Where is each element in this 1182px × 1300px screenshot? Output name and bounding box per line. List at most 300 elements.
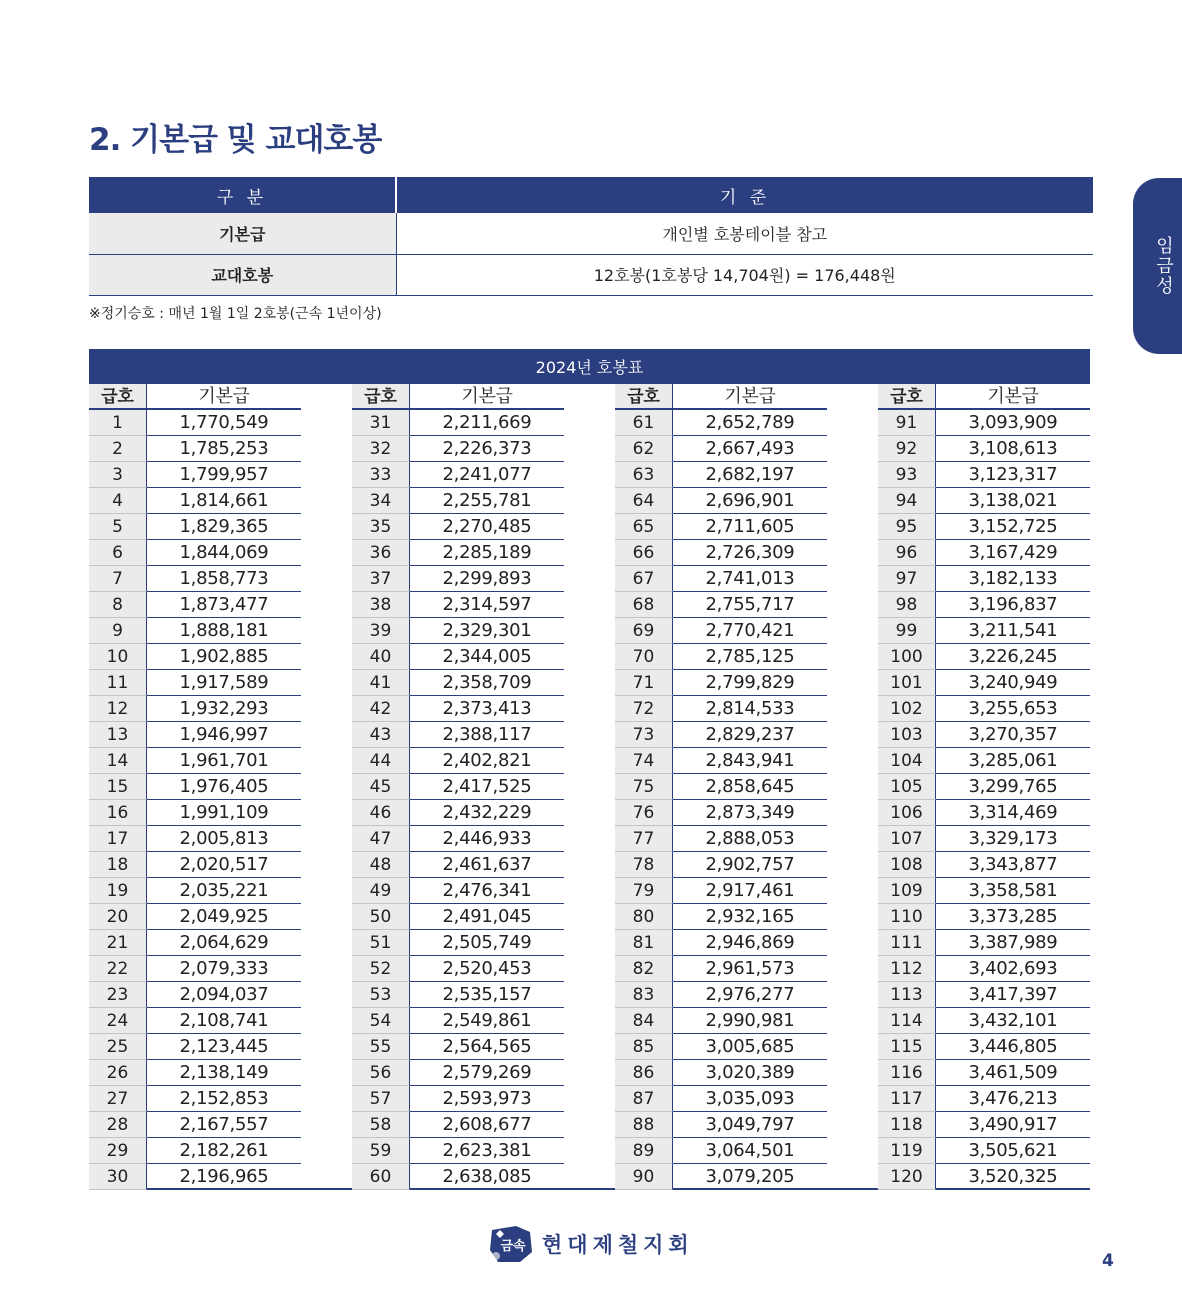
criteria-row-base-pay — [89, 213, 1093, 254]
step-cell: 86 — [615, 1060, 673, 1086]
step-cell: 77 — [615, 826, 673, 852]
step-cell: 87 — [615, 1086, 673, 1112]
pay-cell: 2,873,349 — [673, 800, 827, 826]
criteria-label: 기본급 — [89, 213, 396, 254]
table-row — [352, 540, 564, 566]
step-cell: 53 — [352, 982, 410, 1008]
table-row — [89, 618, 301, 644]
step-cell: 37 — [352, 566, 410, 592]
table-row — [352, 566, 564, 592]
step-cell: 33 — [352, 462, 410, 488]
pay-cell: 2,608,677 — [410, 1112, 564, 1138]
pay-cell: 3,035,093 — [673, 1086, 827, 1112]
step-cell: 6 — [89, 540, 147, 566]
step-cell: 17 — [89, 826, 147, 852]
pay-cell: 2,652,789 — [673, 410, 827, 436]
table-row — [89, 1008, 301, 1034]
table-row — [615, 1086, 827, 1112]
table-row — [352, 930, 564, 956]
header-step: 급호 — [352, 384, 410, 410]
step-cell: 52 — [352, 956, 410, 982]
header-step: 급호 — [89, 384, 147, 410]
step-cell: 60 — [352, 1164, 410, 1190]
step-cell: 117 — [878, 1086, 936, 1112]
step-cell: 85 — [615, 1034, 673, 1060]
pay-cell: 2,917,461 — [673, 878, 827, 904]
pay-cell: 1,888,181 — [147, 618, 301, 644]
table-row — [615, 566, 827, 592]
step-cell: 74 — [615, 748, 673, 774]
table-row — [615, 1112, 827, 1138]
step-cell: 21 — [89, 930, 147, 956]
table-row — [89, 540, 301, 566]
table-row — [615, 644, 827, 670]
pay-cell: 2,432,229 — [410, 800, 564, 826]
pay-cell: 2,358,709 — [410, 670, 564, 696]
pay-column — [352, 384, 564, 1190]
pay-cell: 3,329,173 — [936, 826, 1090, 852]
pay-cell: 2,814,533 — [673, 696, 827, 722]
pay-cell: 2,108,741 — [147, 1008, 301, 1034]
step-cell: 5 — [89, 514, 147, 540]
step-cell: 98 — [878, 592, 936, 618]
step-cell: 56 — [352, 1060, 410, 1086]
step-cell: 32 — [352, 436, 410, 462]
step-cell: 8 — [89, 592, 147, 618]
header-pay: 기본급 — [936, 384, 1090, 410]
pay-cell: 2,255,781 — [410, 488, 564, 514]
step-cell: 1 — [89, 410, 147, 436]
criteria-header-row — [89, 177, 1093, 213]
step-cell: 11 — [89, 670, 147, 696]
step-cell: 54 — [352, 1008, 410, 1034]
pay-cell: 3,020,389 — [673, 1060, 827, 1086]
table-row — [615, 904, 827, 930]
table-row — [89, 826, 301, 852]
criteria-label: 교대호봉 — [89, 254, 396, 295]
table-row — [878, 1138, 1090, 1164]
table-row — [89, 696, 301, 722]
pay-cell: 2,299,893 — [410, 566, 564, 592]
table-row — [352, 982, 564, 1008]
pay-cell: 2,976,277 — [673, 982, 827, 1008]
table-row — [89, 1164, 301, 1190]
page-title: 2. 기본급 및 교대호봉 — [89, 122, 382, 158]
step-cell: 83 — [615, 982, 673, 1008]
pay-cell: 1,814,661 — [147, 488, 301, 514]
pay-cell: 2,623,381 — [410, 1138, 564, 1164]
table-row — [615, 982, 827, 1008]
pay-cell: 1,902,885 — [147, 644, 301, 670]
table-row — [89, 878, 301, 904]
footer-logo — [486, 1222, 694, 1266]
table-row — [615, 436, 827, 462]
pay-cell: 2,932,165 — [673, 904, 827, 930]
pay-cell: 3,373,285 — [936, 904, 1090, 930]
header-pay: 기본급 — [147, 384, 301, 410]
step-cell: 118 — [878, 1112, 936, 1138]
step-cell: 27 — [89, 1086, 147, 1112]
step-cell: 30 — [89, 1164, 147, 1190]
pay-cell: 2,373,413 — [410, 696, 564, 722]
header-step: 급호 — [615, 384, 673, 410]
step-cell: 102 — [878, 696, 936, 722]
pay-cell: 2,520,453 — [410, 956, 564, 982]
table-row — [89, 488, 301, 514]
pay-cell: 3,490,917 — [936, 1112, 1090, 1138]
table-row — [878, 696, 1090, 722]
table-row — [89, 644, 301, 670]
step-cell: 72 — [615, 696, 673, 722]
step-cell: 3 — [89, 462, 147, 488]
step-cell: 48 — [352, 852, 410, 878]
header-pay: 기본급 — [673, 384, 827, 410]
step-cell: 84 — [615, 1008, 673, 1034]
pay-cell: 2,388,117 — [410, 722, 564, 748]
table-row — [878, 904, 1090, 930]
table-row — [89, 592, 301, 618]
table-row — [89, 982, 301, 1008]
step-cell: 18 — [89, 852, 147, 878]
pay-cell: 2,270,485 — [410, 514, 564, 540]
table-row — [89, 670, 301, 696]
table-row — [352, 722, 564, 748]
table-row — [878, 410, 1090, 436]
step-cell: 31 — [352, 410, 410, 436]
step-cell: 90 — [615, 1164, 673, 1190]
table-row — [89, 1138, 301, 1164]
pay-cell: 2,946,869 — [673, 930, 827, 956]
pay-cell: 3,255,653 — [936, 696, 1090, 722]
table-row — [352, 878, 564, 904]
pay-cell: 1,829,365 — [147, 514, 301, 540]
pay-cell: 2,241,077 — [410, 462, 564, 488]
emblem-text: 금속 — [500, 1239, 526, 1254]
table-row — [615, 878, 827, 904]
table-row — [352, 1164, 564, 1190]
table-row — [615, 488, 827, 514]
pay-cell: 2,961,573 — [673, 956, 827, 982]
pay-cell: 2,196,965 — [147, 1164, 301, 1190]
step-cell: 91 — [878, 410, 936, 436]
table-row — [352, 696, 564, 722]
table-row — [352, 1086, 564, 1112]
step-cell: 46 — [352, 800, 410, 826]
criteria-header-standard: 기 준 — [396, 177, 1093, 213]
pay-cell: 3,505,621 — [936, 1138, 1090, 1164]
table-row — [352, 410, 564, 436]
table-row — [615, 1060, 827, 1086]
table-row — [352, 436, 564, 462]
pay-cell: 3,079,205 — [673, 1164, 827, 1190]
pay-cell: 2,990,981 — [673, 1008, 827, 1034]
pay-cell: 2,667,493 — [673, 436, 827, 462]
pay-cell: 2,285,189 — [410, 540, 564, 566]
step-cell: 23 — [89, 982, 147, 1008]
step-cell: 89 — [615, 1138, 673, 1164]
pay-cell: 2,741,013 — [673, 566, 827, 592]
pay-table — [89, 384, 1090, 1190]
pay-cell: 1,932,293 — [147, 696, 301, 722]
step-cell: 109 — [878, 878, 936, 904]
step-cell: 39 — [352, 618, 410, 644]
table-row — [89, 1086, 301, 1112]
step-cell: 115 — [878, 1034, 936, 1060]
pay-column — [878, 384, 1090, 1190]
step-cell: 80 — [615, 904, 673, 930]
criteria-row-shift-step — [89, 254, 1093, 295]
table-row — [352, 462, 564, 488]
table-row — [89, 514, 301, 540]
pay-cell: 2,446,933 — [410, 826, 564, 852]
pay-cell: 2,785,125 — [673, 644, 827, 670]
pay-cell: 1,770,549 — [147, 410, 301, 436]
table-row — [615, 774, 827, 800]
step-cell: 110 — [878, 904, 936, 930]
step-cell: 24 — [89, 1008, 147, 1034]
pay-cell: 2,858,645 — [673, 774, 827, 800]
step-cell: 41 — [352, 670, 410, 696]
union-emblem-icon — [486, 1222, 536, 1266]
step-cell: 73 — [615, 722, 673, 748]
page-number: 4 — [1102, 1251, 1114, 1271]
step-cell: 92 — [878, 436, 936, 462]
table-row — [878, 1060, 1090, 1086]
table-row — [615, 540, 827, 566]
pay-cell: 1,917,589 — [147, 670, 301, 696]
step-cell: 93 — [878, 462, 936, 488]
table-row — [89, 566, 301, 592]
pay-cell: 3,343,877 — [936, 852, 1090, 878]
table-row — [615, 722, 827, 748]
pay-cell: 3,226,245 — [936, 644, 1090, 670]
pay-cell: 2,696,901 — [673, 488, 827, 514]
pay-cell: 2,182,261 — [147, 1138, 301, 1164]
org-name: 현대제철지회 — [542, 1233, 694, 1257]
header-step: 급호 — [878, 384, 936, 410]
pay-cell: 3,138,021 — [936, 488, 1090, 514]
pay-column — [615, 384, 827, 1190]
pay-cell: 2,711,605 — [673, 514, 827, 540]
pay-cell: 3,123,317 — [936, 462, 1090, 488]
pay-cell: 3,049,797 — [673, 1112, 827, 1138]
table-row — [352, 1138, 564, 1164]
pay-cell: 2,211,669 — [410, 410, 564, 436]
pay-cell: 2,344,005 — [410, 644, 564, 670]
table-row — [615, 1034, 827, 1060]
step-cell: 26 — [89, 1060, 147, 1086]
table-row — [878, 852, 1090, 878]
table-row — [878, 1112, 1090, 1138]
table-row — [615, 670, 827, 696]
pay-cell: 2,564,565 — [410, 1034, 564, 1060]
pay-cell: 3,358,581 — [936, 878, 1090, 904]
pay-cell: 2,843,941 — [673, 748, 827, 774]
step-cell: 13 — [89, 722, 147, 748]
table-row — [615, 462, 827, 488]
step-cell: 105 — [878, 774, 936, 800]
pay-cell: 2,549,861 — [410, 1008, 564, 1034]
step-cell: 79 — [615, 878, 673, 904]
promotion-note: ※정기승호 : 매년 1월 1일 2호봉(근속 1년이상) — [89, 306, 382, 322]
step-cell: 104 — [878, 748, 936, 774]
table-row — [878, 618, 1090, 644]
pay-cell: 3,152,725 — [936, 514, 1090, 540]
step-cell: 82 — [615, 956, 673, 982]
step-cell: 22 — [89, 956, 147, 982]
pay-cell: 3,196,837 — [936, 592, 1090, 618]
step-cell: 28 — [89, 1112, 147, 1138]
pay-cell: 3,299,765 — [936, 774, 1090, 800]
step-cell: 96 — [878, 540, 936, 566]
table-row — [89, 800, 301, 826]
step-cell: 97 — [878, 566, 936, 592]
pay-cell: 2,329,301 — [410, 618, 564, 644]
step-cell: 16 — [89, 800, 147, 826]
pay-cell: 3,167,429 — [936, 540, 1090, 566]
step-cell: 15 — [89, 774, 147, 800]
pay-cell: 1,976,405 — [147, 774, 301, 800]
table-row — [878, 670, 1090, 696]
table-row — [352, 800, 564, 826]
table-row — [878, 592, 1090, 618]
table-row — [615, 1164, 827, 1190]
table-row — [89, 436, 301, 462]
table-row — [615, 592, 827, 618]
step-cell: 50 — [352, 904, 410, 930]
pay-cell: 2,402,821 — [410, 748, 564, 774]
step-cell: 20 — [89, 904, 147, 930]
pay-cell: 2,094,037 — [147, 982, 301, 1008]
step-cell: 59 — [352, 1138, 410, 1164]
step-cell: 64 — [615, 488, 673, 514]
pay-cell: 2,461,637 — [410, 852, 564, 878]
table-row — [878, 878, 1090, 904]
step-cell: 100 — [878, 644, 936, 670]
pay-cell: 3,064,501 — [673, 1138, 827, 1164]
step-cell: 94 — [878, 488, 936, 514]
step-cell: 111 — [878, 930, 936, 956]
table-row — [878, 644, 1090, 670]
pay-cell: 2,535,157 — [410, 982, 564, 1008]
table-row — [352, 852, 564, 878]
step-cell: 34 — [352, 488, 410, 514]
step-cell: 2 — [89, 436, 147, 462]
step-cell: 10 — [89, 644, 147, 670]
step-cell: 19 — [89, 878, 147, 904]
table-row — [352, 488, 564, 514]
pay-cell: 3,270,357 — [936, 722, 1090, 748]
table-row — [615, 748, 827, 774]
pay-cell: 2,755,717 — [673, 592, 827, 618]
pay-cell: 1,991,109 — [147, 800, 301, 826]
table-row — [352, 774, 564, 800]
step-cell: 25 — [89, 1034, 147, 1060]
pay-cell: 1,873,477 — [147, 592, 301, 618]
table-row — [878, 748, 1090, 774]
step-cell: 9 — [89, 618, 147, 644]
step-cell: 119 — [878, 1138, 936, 1164]
pay-cell: 3,240,949 — [936, 670, 1090, 696]
table-row — [615, 956, 827, 982]
table-row — [878, 1086, 1090, 1112]
table-row — [878, 722, 1090, 748]
table-row — [89, 462, 301, 488]
step-cell: 81 — [615, 930, 673, 956]
table-row — [878, 540, 1090, 566]
pay-cell: 2,049,925 — [147, 904, 301, 930]
table-row — [352, 670, 564, 696]
pay-cell: 2,505,749 — [410, 930, 564, 956]
step-cell: 58 — [352, 1112, 410, 1138]
table-row — [615, 1138, 827, 1164]
pay-cell: 3,005,685 — [673, 1034, 827, 1060]
step-cell: 99 — [878, 618, 936, 644]
pay-cell: 2,138,149 — [147, 1060, 301, 1086]
table-row — [615, 696, 827, 722]
pay-cell: 2,593,973 — [410, 1086, 564, 1112]
step-cell: 71 — [615, 670, 673, 696]
pay-cell: 2,829,237 — [673, 722, 827, 748]
step-cell: 116 — [878, 1060, 936, 1086]
table-row — [615, 410, 827, 436]
table-row — [878, 826, 1090, 852]
step-cell: 65 — [615, 514, 673, 540]
table-row — [89, 956, 301, 982]
table-row — [615, 618, 827, 644]
pay-cell: 3,211,541 — [936, 618, 1090, 644]
step-cell: 51 — [352, 930, 410, 956]
step-cell: 70 — [615, 644, 673, 670]
step-cell: 113 — [878, 982, 936, 1008]
pay-cell: 2,314,597 — [410, 592, 564, 618]
side-tab-label: 임금성 — [1153, 236, 1174, 296]
step-cell: 66 — [615, 540, 673, 566]
table-row — [352, 618, 564, 644]
pay-cell: 2,079,333 — [147, 956, 301, 982]
pay-cell: 1,844,069 — [147, 540, 301, 566]
table-row — [615, 826, 827, 852]
pay-cell: 3,285,061 — [936, 748, 1090, 774]
table-row — [352, 644, 564, 670]
step-cell: 14 — [89, 748, 147, 774]
pay-cell: 2,064,629 — [147, 930, 301, 956]
pay-cell: 2,020,517 — [147, 852, 301, 878]
step-cell: 76 — [615, 800, 673, 826]
table-row — [878, 436, 1090, 462]
table-row — [878, 488, 1090, 514]
step-cell: 120 — [878, 1164, 936, 1190]
table-row — [878, 1034, 1090, 1060]
step-cell: 78 — [615, 852, 673, 878]
pay-cell: 2,726,309 — [673, 540, 827, 566]
step-cell: 95 — [878, 514, 936, 540]
table-row — [89, 1112, 301, 1138]
pay-cell: 2,888,053 — [673, 826, 827, 852]
table-row — [352, 748, 564, 774]
table-row — [352, 904, 564, 930]
pay-cell: 2,226,373 — [410, 436, 564, 462]
pay-cell: 1,858,773 — [147, 566, 301, 592]
step-cell: 61 — [615, 410, 673, 436]
table-row — [352, 1034, 564, 1060]
step-cell: 67 — [615, 566, 673, 592]
table-row — [352, 956, 564, 982]
step-cell: 55 — [352, 1034, 410, 1060]
step-cell: 112 — [878, 956, 936, 982]
table-row — [352, 592, 564, 618]
table-row — [89, 410, 301, 436]
